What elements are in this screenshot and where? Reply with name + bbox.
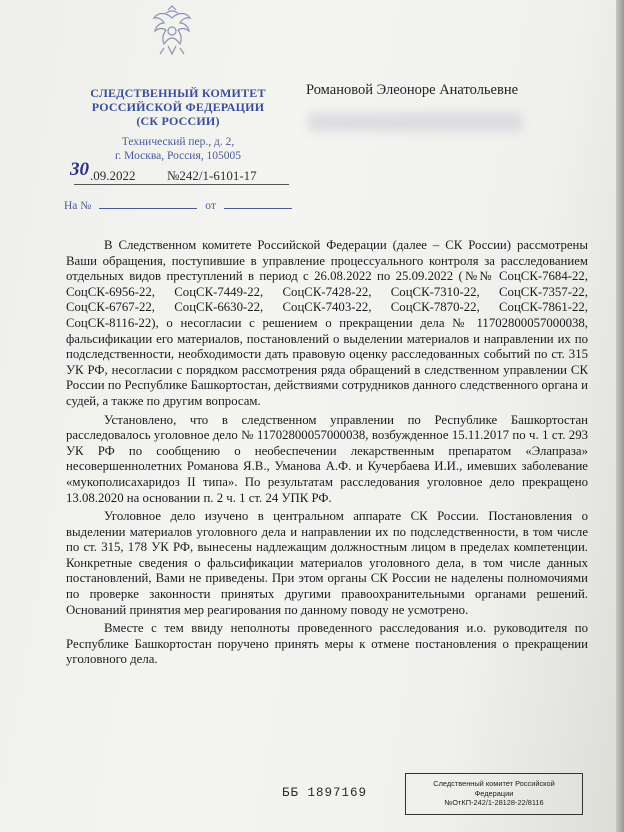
recipient-name: Романовой Элеоноре Анатольевне <box>306 82 519 98</box>
address-line-2: г. Москва, Россия, 105005 <box>114 150 242 162</box>
box-line-1: Следственный комитет Российской <box>433 779 555 788</box>
page-edge-shadow <box>616 0 624 832</box>
org-line-2: РОССИЙСКОЙ ФЕДЕРАЦИИ <box>91 100 265 114</box>
org-line-3: (СК РОССИИ) <box>136 114 220 128</box>
box-line-3: №ОтКП-242/1-28128-22/8116 <box>444 798 544 807</box>
redacted-address <box>308 113 523 131</box>
reference-field <box>64 198 292 212</box>
address-line-1: Технический пер., д. 2, <box>121 136 235 148</box>
handwritten-day: 30 <box>70 159 89 180</box>
box-line-2: Федерации <box>474 788 514 798</box>
double-headed-eagle-emblem-icon <box>148 4 196 58</box>
ot-label: от <box>205 200 216 212</box>
paragraph-2: Установлено, что в следственном управлении по Республике Башкортостан расследовалось уголовное дело № 11702800057000038, возбужденное 15.11.2017 по ч. 1 ст. 293 УК РФ по сообщению о необеспечении лекарственным препаратом «Элапраза» несовершеннолетних Романова Я.В., Уманова А.Ф. и Кучербаева И.И., имевших заболевание «мукополисахаридоз II типа». По результатам расследования уголовное дело прекращено 13.08.2020 на основании п. 2 ч. 1 ст. 24 УПК РФ. <box>66 412 588 505</box>
registration-box <box>405 773 583 815</box>
paragraph-3: Уголовное дело изучено в центральном аппарате СК России. Постановления о выделении материалов уголовного дела и направлении их по подследственности, в том числе по ст. 315, 178 УК РФ, вынесены надлежащим должностным лицом в пределах компетенции. Конкретные сведения о фальсификации материалов уголовного дела, в том числе данных постановлений, Вами не приведены. При этом органы СК России не наделены полномочиями по проверке законности принятых другими правоохранительными органами решений. Оснований принятия мер реагирования по данному поводу не усмотрено. <box>66 509 588 617</box>
paragraph-4: Вместе с тем ввиду неполноты проведенного расследования и.о. руководителя по Республике Башкортостан поручено принять меры к отмене постановления о прекращении уголовного дела. <box>66 621 588 667</box>
letter-body <box>66 238 588 671</box>
na-label: На № <box>64 200 92 212</box>
letter-number: №242/1-6101-17 <box>167 168 257 183</box>
organization-address <box>98 135 258 163</box>
date-underline <box>74 184 289 185</box>
ot-blank <box>224 198 292 209</box>
paragraph-1: В Следственном комитете Российской Федерации (далее – СК России) рассмотрены Ваши обращения, поступившие в управление процессуального контроля за расследованием отдельных видов преступлений в период с 26.08.2022 по 25.09.2022 (№№ СоцСК-7684-22, СоцСК-6956-22, СоцСК-7449-22, СоцСК-7428-22, СоцСК-7310-22, СоцСК-7357-22, СоцСК-6767-22, СоцСК-6630-22, СоцСК-7403-22, СоцСК-7870-22, СоцСК-7861-22, СоцСК-8116-22), о несогласии с решением о прекращении дела № 11702800057000038, фальсификации его материалов, постановлений о выделении материалов и направлении их по подследственности, необходимости дать правовую оценку расследованных событий по ст. 315 УК РФ, несогласии с порядком рассмотрения ряда обращений в следственном управлении СК России по Республике Башкортостан, действиями сотрудников данного следственного органа и судей, а также по другим вопросам. <box>66 238 588 408</box>
org-line-1: СЛЕДСТВЕННЫЙ КОМИТЕТ <box>90 86 266 100</box>
na-blank <box>99 198 197 209</box>
organization-name <box>88 86 268 128</box>
letter-date: .09.2022 <box>90 168 136 183</box>
form-code: ББ 1897169 <box>282 786 368 800</box>
